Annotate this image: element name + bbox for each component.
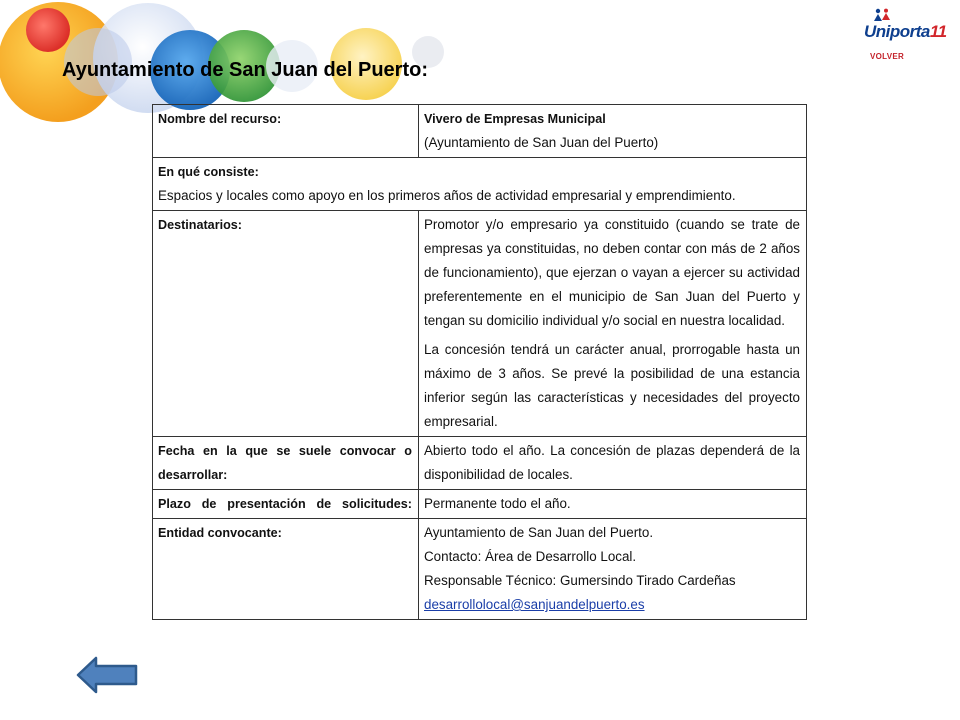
entidad-label: Entidad convocante: — [153, 519, 419, 620]
destinatarios-paragraph-2: La concesión tendrá un carácter anual, prorrogable hasta un máximo de 3 años. Se prevé la posibilidad de una estancia inferior según las características y necesidades del proyecto empresarial. — [424, 342, 800, 429]
table-row-plazo — [153, 490, 807, 519]
nombre-label: Nombre del recurso: — [153, 105, 419, 158]
plazo-value: Permanente todo el año. — [419, 490, 807, 519]
left-arrow-icon[interactable] — [76, 656, 138, 694]
entidad-name: Ayuntamiento de San Juan del Puerto. — [424, 525, 654, 540]
consiste-label: En qué consiste: — [158, 165, 259, 179]
nombre-value — [419, 105, 807, 158]
destinatarios-paragraph-1: Promotor y/o empresario ya constituido (cuando se trate de empresas ya constituidas, no deben contar con más de 2 años de funcionamiento), que ejerzan o vayan a ejercer su actividad preferentemente en el municipio de San Juan del Puerto y tengan su domicilio individual y/o social en nuestra localidad. — [424, 217, 800, 328]
consiste-cell — [153, 158, 807, 211]
table-row-fecha — [153, 437, 807, 490]
table-row-consiste — [153, 158, 807, 211]
nombre-value-subtitle: (Ayuntamiento de San Juan del Puerto) — [424, 135, 659, 150]
table-row-entidad — [153, 519, 807, 620]
consiste-value: Espacios y locales como apoyo en los primeros años de actividad empresarial y emprendimiento. — [158, 188, 736, 203]
fecha-value: Abierto todo el año. La concesión de plazas dependerá de la disponibilidad de locales. — [419, 437, 807, 490]
logo-text: Uniporta11 — [864, 22, 947, 41]
table-row-nombre — [153, 105, 807, 158]
resource-table — [152, 104, 807, 620]
entidad-value — [419, 519, 807, 620]
destinatarios-label: Destinatarios: — [153, 211, 419, 437]
contact-email-link[interactable]: desarrollolocal@sanjuandelpuerto.es — [424, 597, 645, 612]
nombre-value-title: Vivero de Empresas Municipal — [424, 112, 606, 126]
entidad-contact: Contacto: Área de Desarrollo Local. — [424, 549, 637, 564]
destinatarios-value — [419, 211, 807, 437]
page-title: Ayuntamiento de San Juan del Puerto: — [62, 59, 428, 81]
fecha-label: Fecha en la que se suele convocar o desarrollar: — [153, 437, 419, 490]
plazo-label: Plazo de presentación de solicitudes: — [153, 490, 419, 519]
entidad-responsible: Responsable Técnico: Gumersindo Tirado Cardeñas — [424, 573, 736, 588]
volver-link[interactable]: VOLVER — [870, 52, 905, 61]
table-row-destinatarios — [153, 211, 807, 437]
